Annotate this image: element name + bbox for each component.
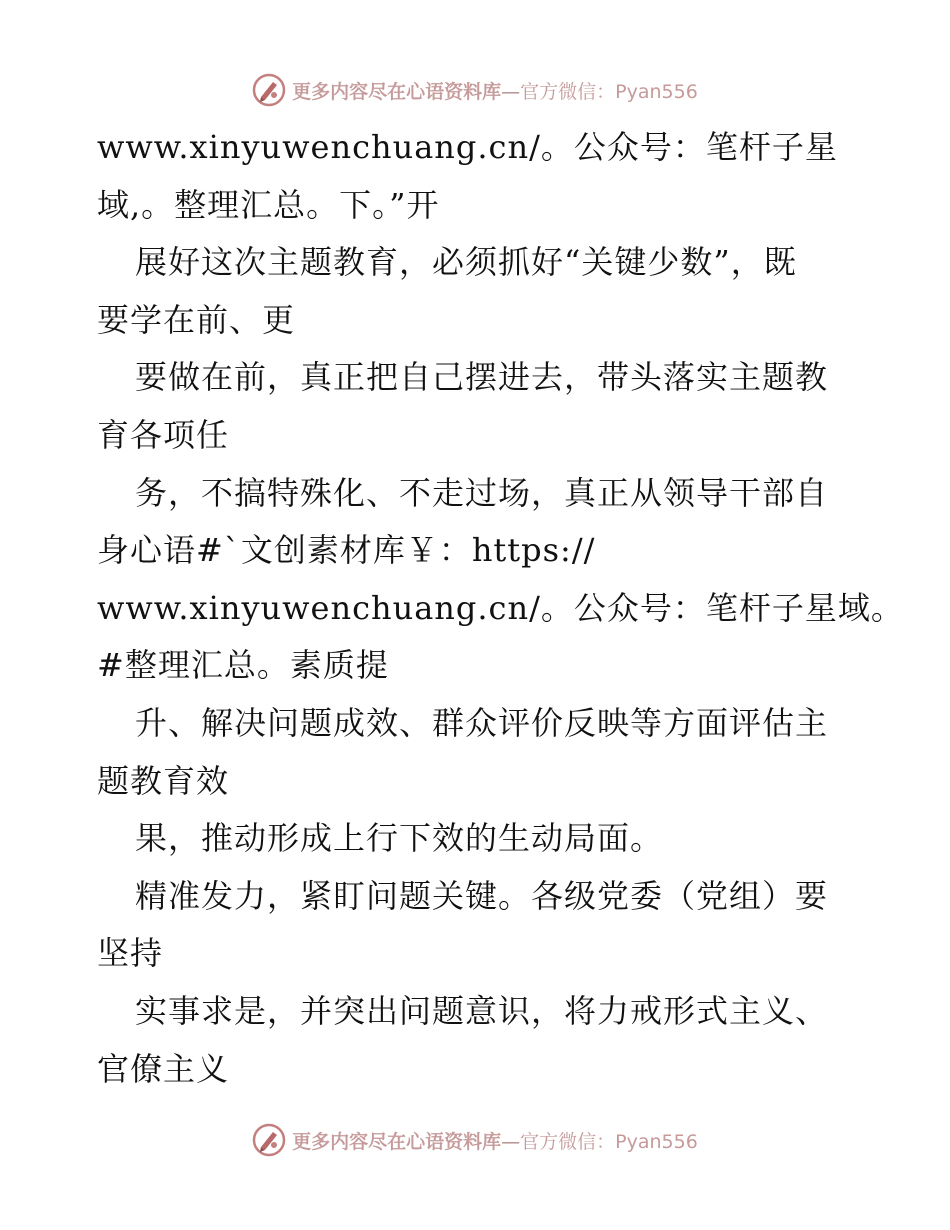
footer-banner-inner [252,1123,698,1157]
body-line: #整理汇总。素质提 [97,646,389,685]
body-line: 精准发力，紧盯问题关键。各级党委（党组）要 [135,876,829,915]
body-line: www.xinyuwenchuang.cn/。公众号：笔杆子星 [97,128,838,166]
footer-banner [0,1120,950,1160]
header-banner-inner [252,73,698,107]
header-banner-text [292,77,698,104]
body-line: 题教育效 [97,761,230,800]
body-line: 展好这次主题教育，必须抓好“关键少数”，既 [135,243,797,282]
footer-brand-text: 更多内容尽在心语资料库 [292,1130,502,1153]
body-line: 身心语#`文创素材库￥：https:// [97,531,596,570]
body-line: 升、解决问题成效、群众评价反映等方面评估主 [135,703,829,742]
header-banner [0,70,950,110]
footer-banner-text [292,1127,698,1154]
footer-separator: — [501,1130,521,1153]
pen-logo-icon [252,1123,286,1157]
header-separator: — [501,80,521,103]
body-line: 务，不搞特殊化、不走过场，真正从领导干部自 [135,473,829,512]
body-line: 官僚主义 [97,1049,230,1088]
body-line: 要做在前，真正把自己摆进去，带头落实主题教 [135,358,829,397]
body-line: 育各项任 [97,415,230,454]
body-line: 实事求是，并突出问题意识，将力戒形式主义、 [135,991,829,1030]
header-wechat-text: 官方微信：Pyan556 [520,80,698,103]
body-line: 要学在前、更 [97,300,296,339]
pen-logo-icon [252,73,286,107]
body-line: 坚持 [97,934,164,973]
body-line: 域,。整理汇总。下。”开 [97,185,440,224]
header-brand-text: 更多内容尽在心语资料库 [292,80,502,103]
body-line: 果，推动形成上行下效的生动局面。 [135,819,664,858]
document-body [97,119,904,1098]
footer-wechat-text: 官方微信：Pyan556 [520,1130,698,1153]
body-line: www.xinyuwenchuang.cn/。公众号：笔杆子星域。 [97,588,904,627]
